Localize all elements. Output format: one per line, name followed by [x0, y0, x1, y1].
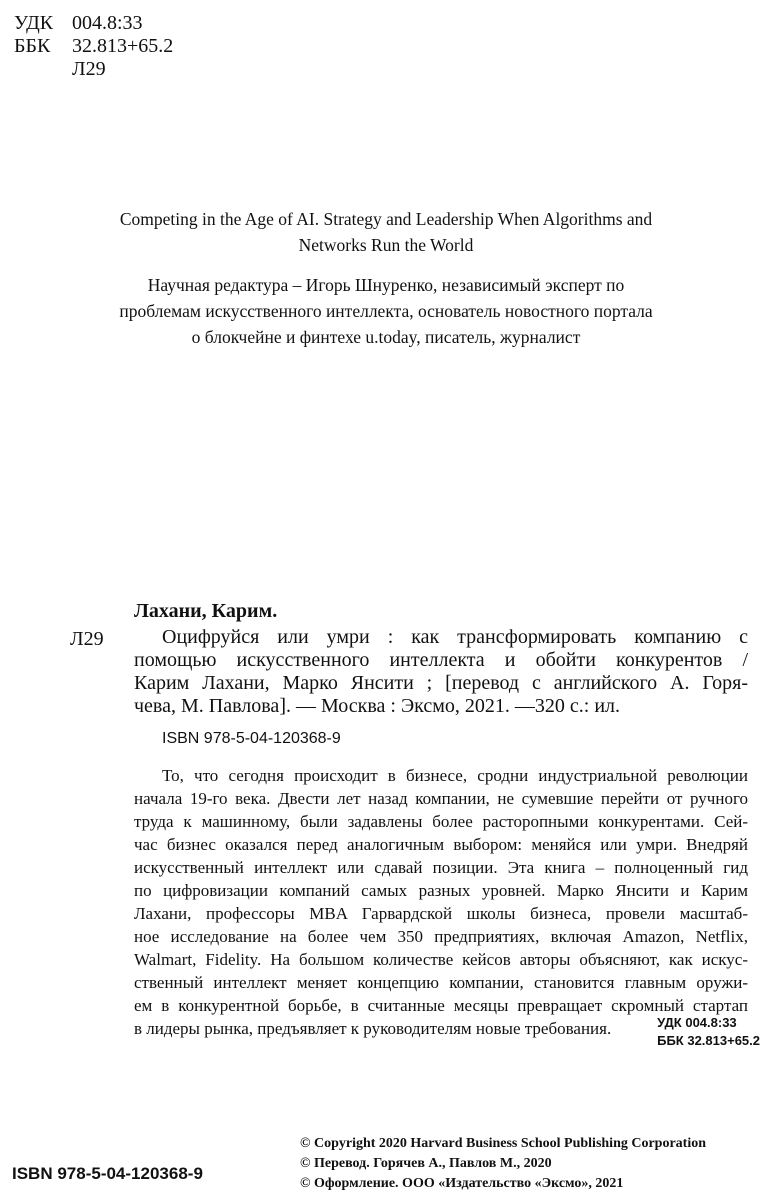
classification-codes — [14, 12, 173, 81]
annotation-line: в лидеры рынка, предъявляет к руководителям новые требования. — [134, 1019, 612, 1038]
editor-line: Научная редактура – Игорь Шнуренко, независимый эксперт по — [147, 275, 625, 295]
original-title-line: Networks Run the World — [298, 235, 474, 255]
annotation-line: по цифровизации компаний самых разных уровней. Марко Янсити и Карим — [134, 881, 748, 900]
annotation-line: ственный интеллект меняет концепцию компании, становится главным оружи- — [134, 973, 748, 992]
editor-line: о блокчейне и финтехе u.today, писатель, журналист — [191, 327, 581, 347]
bib-line: чева, М. Павлова]. — Москва : Эксмо, 2021. —320 с.: ил. — [134, 695, 621, 717]
copyright-block — [300, 1134, 706, 1194]
scientific-editor — [60, 272, 712, 350]
original-title — [60, 206, 712, 258]
copyright-line: © Перевод. Горячев А., Павлов М., 2020 — [300, 1156, 552, 1171]
bottom-udk: УДК 004.8:33 — [657, 1015, 737, 1030]
record-author-mark: Л29 — [70, 628, 104, 650]
udk-value: 004.8:33 — [72, 12, 143, 34]
bib-line: Карим Лахани, Марко Янсити ; [перевод с английского А. Горя- — [134, 672, 748, 694]
annotation-line: Walmart, Fidelity. На большом количестве кейсов авторы объясняют, как искус- — [134, 950, 748, 969]
bottom-bbk: ББК 32.813+65.2 — [657, 1033, 760, 1048]
annotation-line: ное исследование на более чем 350 предприятиях, включая Amazon, Netflix, — [134, 927, 748, 946]
annotation-line: То, что сегодня происходит в бизнесе, сродни индустриальной революции — [162, 766, 748, 785]
bbk-row — [14, 35, 173, 58]
record-isbn: ISBN 978-5-04-120368-9 — [162, 730, 341, 747]
bib-line: помощью искусственного интеллекта и обойти конкурентов / — [134, 649, 748, 671]
annotation-line: час бизнес оказался перед аналогичным выбором: меняйся или умри. Внедряй — [134, 835, 748, 854]
annotation-line: труда к машинному, были задавлены более расторопными конкурентами. Сей- — [134, 812, 748, 831]
annotation-line: Лахани, профессоры MBA Гарвардской школы бизнеса, провели масштаб- — [134, 904, 748, 923]
annotation — [134, 764, 748, 1040]
bottom-classification-codes — [657, 1014, 760, 1050]
author-mark: Л29 — [72, 58, 106, 80]
annotation-line: искусственный интеллект или сдавай позиции. Эта книга – полноценный гид — [134, 858, 748, 877]
bbk-label: ББК — [14, 35, 51, 57]
annotation-line: ем в конкурентной борьбе, в считанные месяцы превращает скромный стартап — [134, 996, 748, 1015]
original-title-line: Competing in the Age of AI. Strategy and Leadership When Algorithms and — [119, 209, 653, 229]
record-author: Лахани, Карим. — [134, 600, 278, 622]
bibliographic-description — [134, 626, 748, 718]
author-mark-row — [14, 58, 173, 81]
bib-line: Оцифруйся или умри : как трансформировать компанию с — [162, 626, 748, 648]
editor-line: проблемам искусственного интеллекта, основатель новостного портала — [119, 301, 653, 321]
udk-row — [14, 12, 173, 35]
udk-label: УДК — [14, 12, 54, 34]
copyright-line: © Copyright 2020 Harvard Business School Publishing Corporation — [300, 1136, 707, 1151]
annotation-line: начала 19-го века. Двести лет назад компании, не сумевшие перейти от ручного — [134, 789, 748, 808]
bottom-isbn: ISBN 978-5-04-120368-9 — [12, 1164, 203, 1183]
bbk-value: 32.813+65.2 — [72, 35, 174, 57]
copyright-line: © Оформление. ООО «Издательство «Эксмо», 2021 — [300, 1176, 624, 1191]
